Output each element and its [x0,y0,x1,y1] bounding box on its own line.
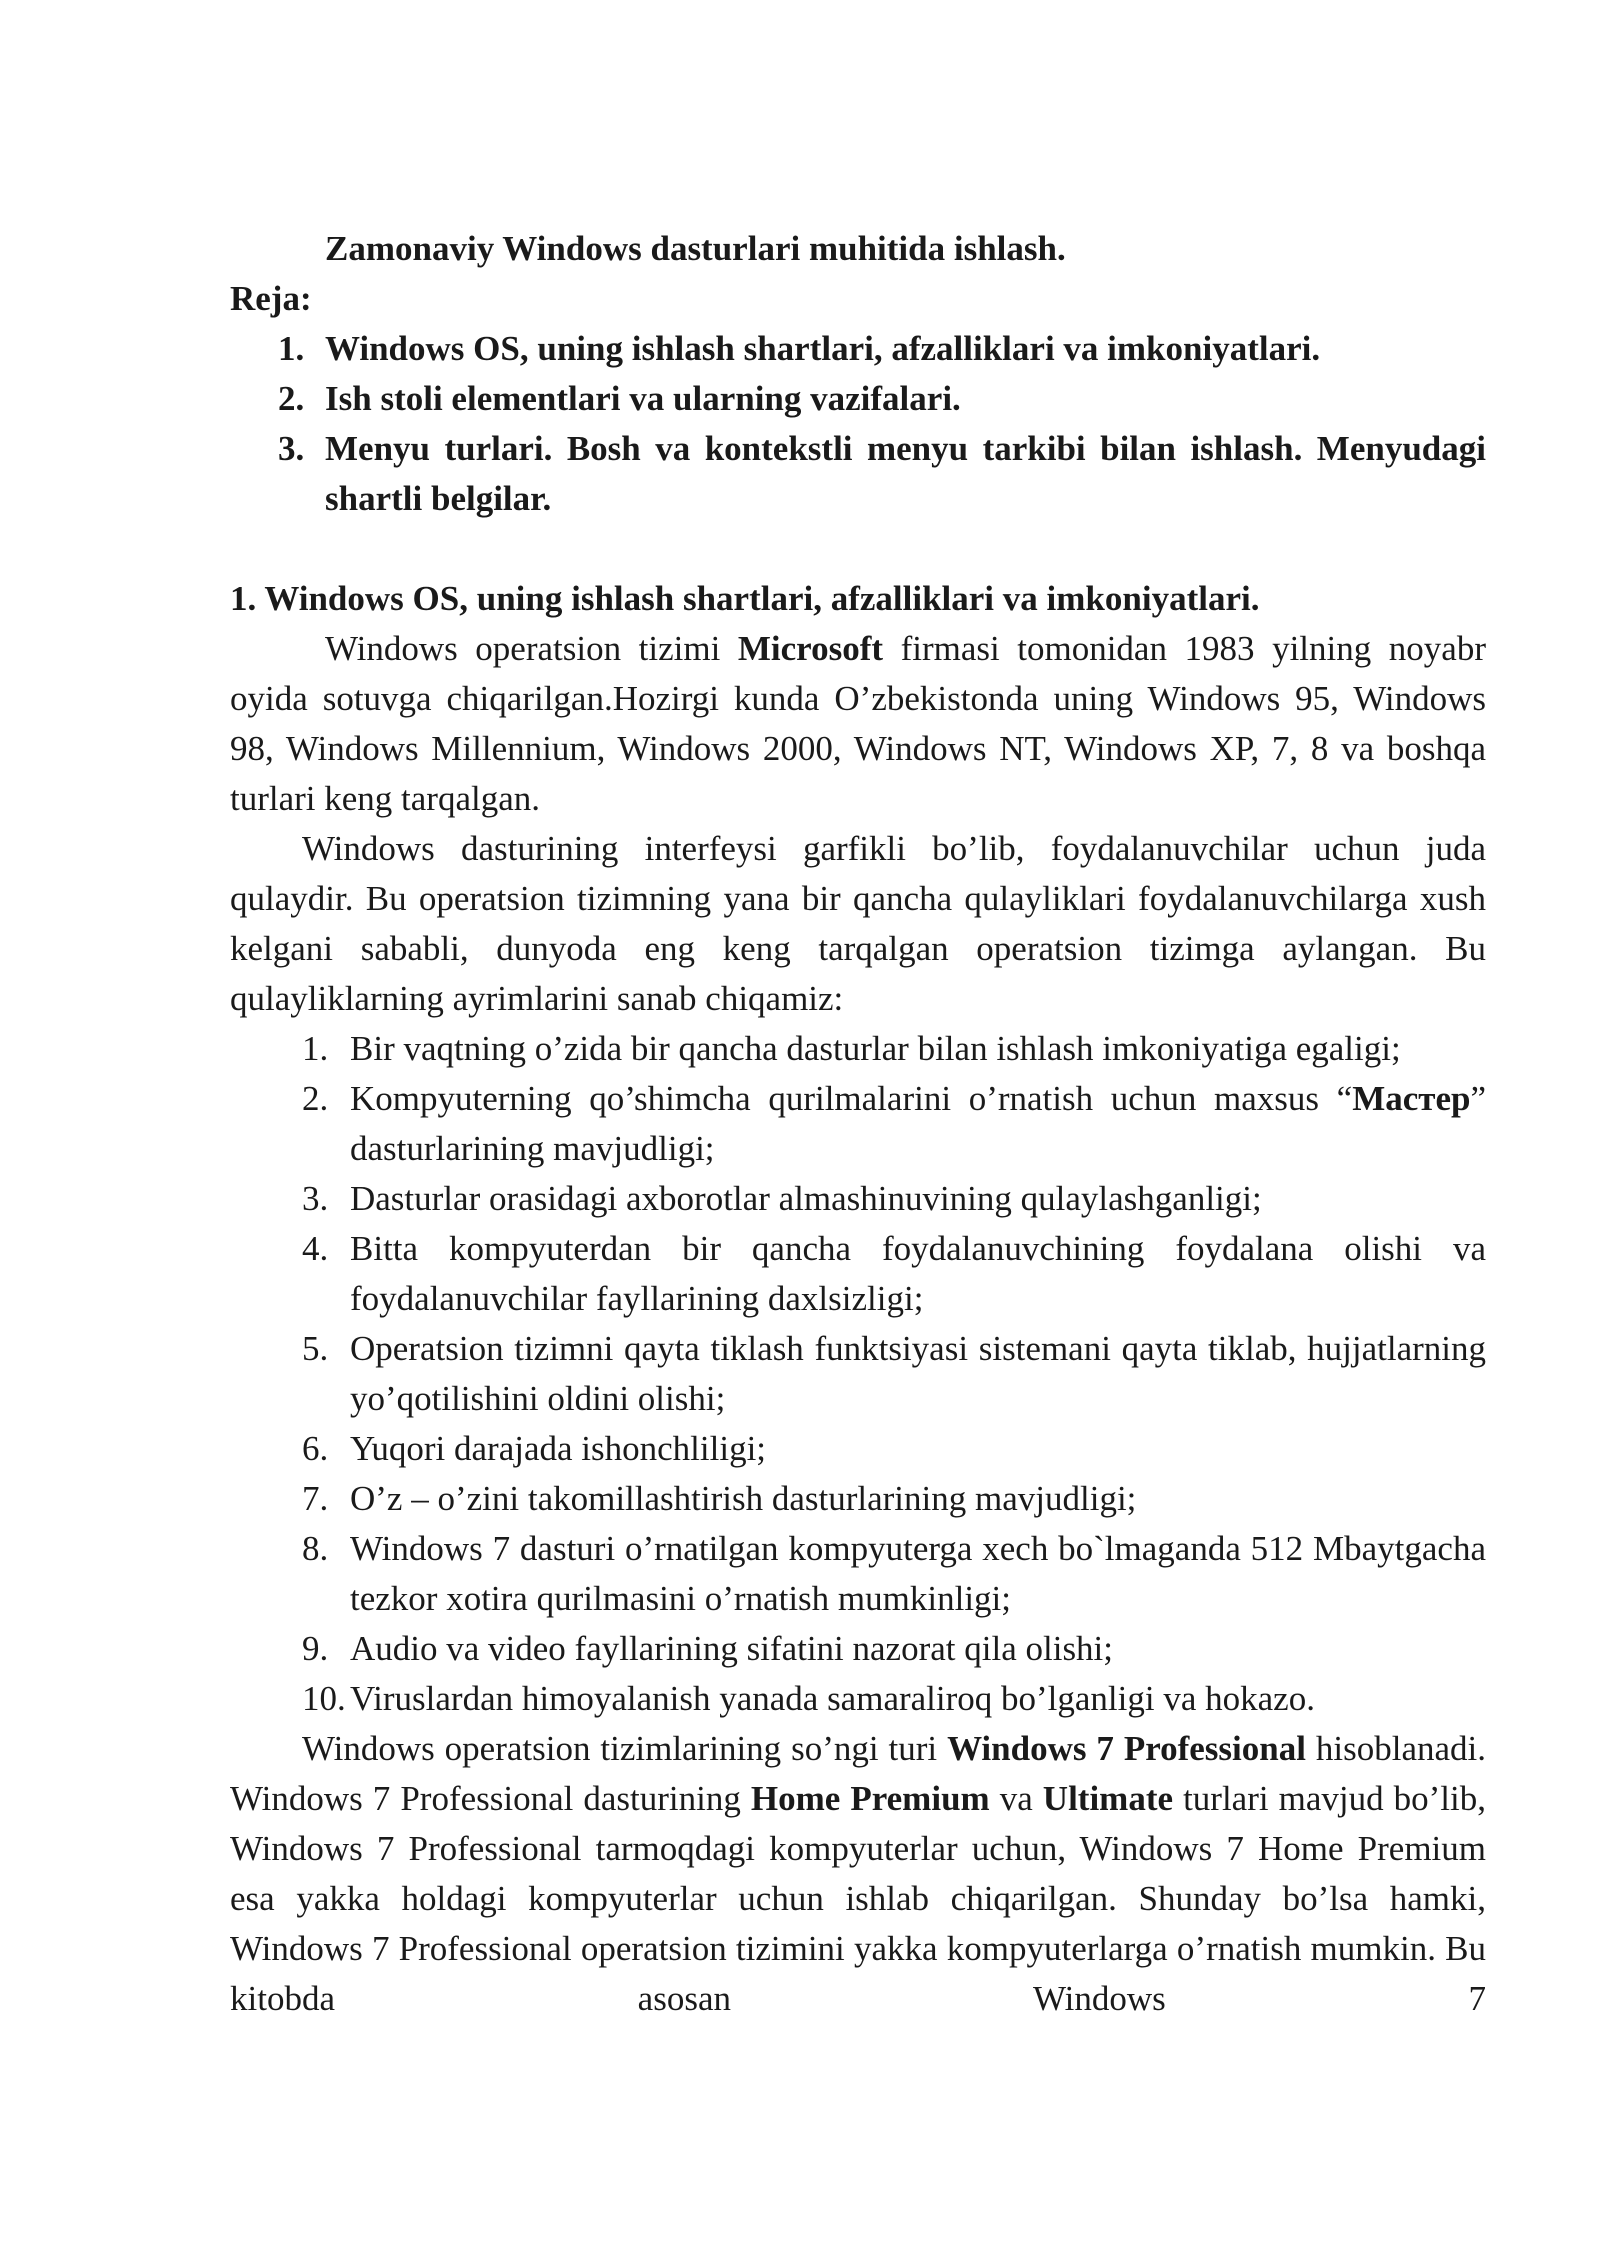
list-item-text: O’z – o’zini takomillashtirish dasturlarining mavjudligi; [350,1479,1137,1518]
list-item [230,1674,1486,1724]
list-item-number: 10. [302,1679,346,1718]
plan-item [230,324,1486,374]
list-item-number: 3. [302,1179,329,1218]
plan-item-text: Ish stoli elementlari va ularning vazifalari. [325,379,961,418]
list-item-text: Windows 7 dasturi o’rnatilgan kompyuterga xech bo`lmaganda 512 Mbaytgacha tezkor xotira qurilmasini o’rnatish mumkinligi; [350,1529,1486,1618]
bold-run: Windows 7 Professional [947,1729,1306,1768]
plan-item [230,424,1486,524]
list-item-number: 1. [302,1029,329,1068]
list-item [230,1224,1486,1324]
plan-item-number: 1. [278,329,305,368]
text-run: firmasi tomonidan 1983 yilning noyabr oyida sotuvga chiqarilgan.Hozirgi kunda O’zbekistonda uning Windows 95, Windows 98, Windows Millennium, Windows 2000, Windows NT, Windows XP, 7, 8 va boshqa turlari keng tarqalgan. [230,629,1486,818]
list-item [230,1024,1486,1074]
list-item-number: 2. [302,1079,329,1118]
plan-item-number: 2. [278,379,305,418]
text-run: Windows operatsion tizimi [325,629,738,668]
plan-item [230,374,1486,424]
paragraph-interface: Windows dasturining interfeysi garfikli bo’lib, foydalanuvchilar uchun juda qulaydir. Bu operatsion tizimning yana bir qancha qulayliklari foydalanuvchilarga xush kelgani sababli, dunyoda eng keng tarqalgan operatsion tizimga aylangan. Bu qulayliklarning ayrimlarini sanab chiqamiz: [230,829,1486,1018]
list-item [230,1624,1486,1674]
advantages-list [230,1024,1486,1724]
text-run: hisoblanadi. Windows 7 Professional dasturining [230,1729,1486,1818]
list-item-number: 9. [302,1629,329,1668]
plan-label: Reja: [230,279,312,318]
list-item-number: 8. [302,1529,329,1568]
document-page [230,224,1486,2024]
list-item-text: Bitta kompyuterdan bir qancha foydalanuvchining foydalana olishi va foydalanuvchilar fayllarining daxlsizligi; [350,1229,1486,1318]
plan-item-text: Menyu turlari. Bosh va kontekstli menyu tarkibi bilan ishlash. Menyudagi shartli belgilar. [325,429,1486,518]
bold-run: Ultimate [1042,1779,1174,1818]
list-item-text [350,1079,1486,1168]
list-item-text: Yuqori darajada ishonchliligi; [350,1429,767,1468]
plan-item-text: Windows OS, uning ishlash shartlari, afzalliklari va imkoniyatlari. [325,329,1321,368]
bold-run: Мастер [1352,1079,1471,1118]
list-item-text: Operatsion tizimni qayta tiklash funktsiyasi sistemani qayta tiklab, hujjatlarning yo’qotilishini oldini olishi; [350,1329,1486,1418]
list-item-number: 4. [302,1229,329,1268]
bold-run: Home Premium [750,1779,990,1818]
list-item [230,1474,1486,1524]
list-item-text: Dasturlar orasidagi axborotlar almashinuvining qulaylashganligi; [350,1179,1262,1218]
list-item-number: 7. [302,1479,329,1518]
list-item-number: 6. [302,1429,329,1468]
text-run: Kompyuterning qo’shimcha qurilmalarini o’rnatish uchun maxsus “ [350,1079,1353,1118]
paragraph-intro [230,624,1486,824]
list-item [230,1324,1486,1424]
list-item-number: 5. [302,1329,329,1368]
plan-list [230,324,1486,524]
list-item-text: Viruslardan himoyalanish yanada samaraliroq bo’lganligi va hokazo. [350,1679,1315,1718]
text-run: va [989,1779,1043,1818]
spacer [230,524,1486,574]
list-item [230,1424,1486,1474]
list-item [230,1174,1486,1224]
section-heading: 1. Windows OS, uning ishlash shartlari, afzalliklari va imkoniyatlari. [230,579,1260,618]
text-run: turlari mavjud bo’lib, Windows 7 Professional tarmoqdagi kompyuterlar uchun, Windows 7 Home Premium esa yakka holdagi kompyuterlar uchun ishlab chiqarilgan. Shunday bo’lsa hamki, Windows 7 Professional operatsion tizimini yakka kompyuterlarga o’rnatish mumkin. Bu kitobda asosan Windows 7 [230,1779,1486,2018]
list-item-text: Bir vaqtning o’zida bir qancha dasturlar bilan ishlash imkoniyatiga egaligi; [350,1029,1401,1068]
document-title: Zamonaviy Windows dasturlari muhitida ishlash. [325,229,1066,268]
list-item-text: Audio va video fayllarining sifatini nazorat qila olishi; [350,1629,1114,1668]
text-run: ” dasturlarining mavjudligi; [350,1079,1486,1168]
plan-item-number: 3. [278,429,305,468]
list-item [230,1524,1486,1624]
text-run: Windows operatsion tizimlarining so’ngi turi [302,1729,948,1768]
bold-run: Microsoft [737,629,884,668]
list-item [230,1074,1486,1174]
paragraph-windows7 [230,1724,1486,2024]
